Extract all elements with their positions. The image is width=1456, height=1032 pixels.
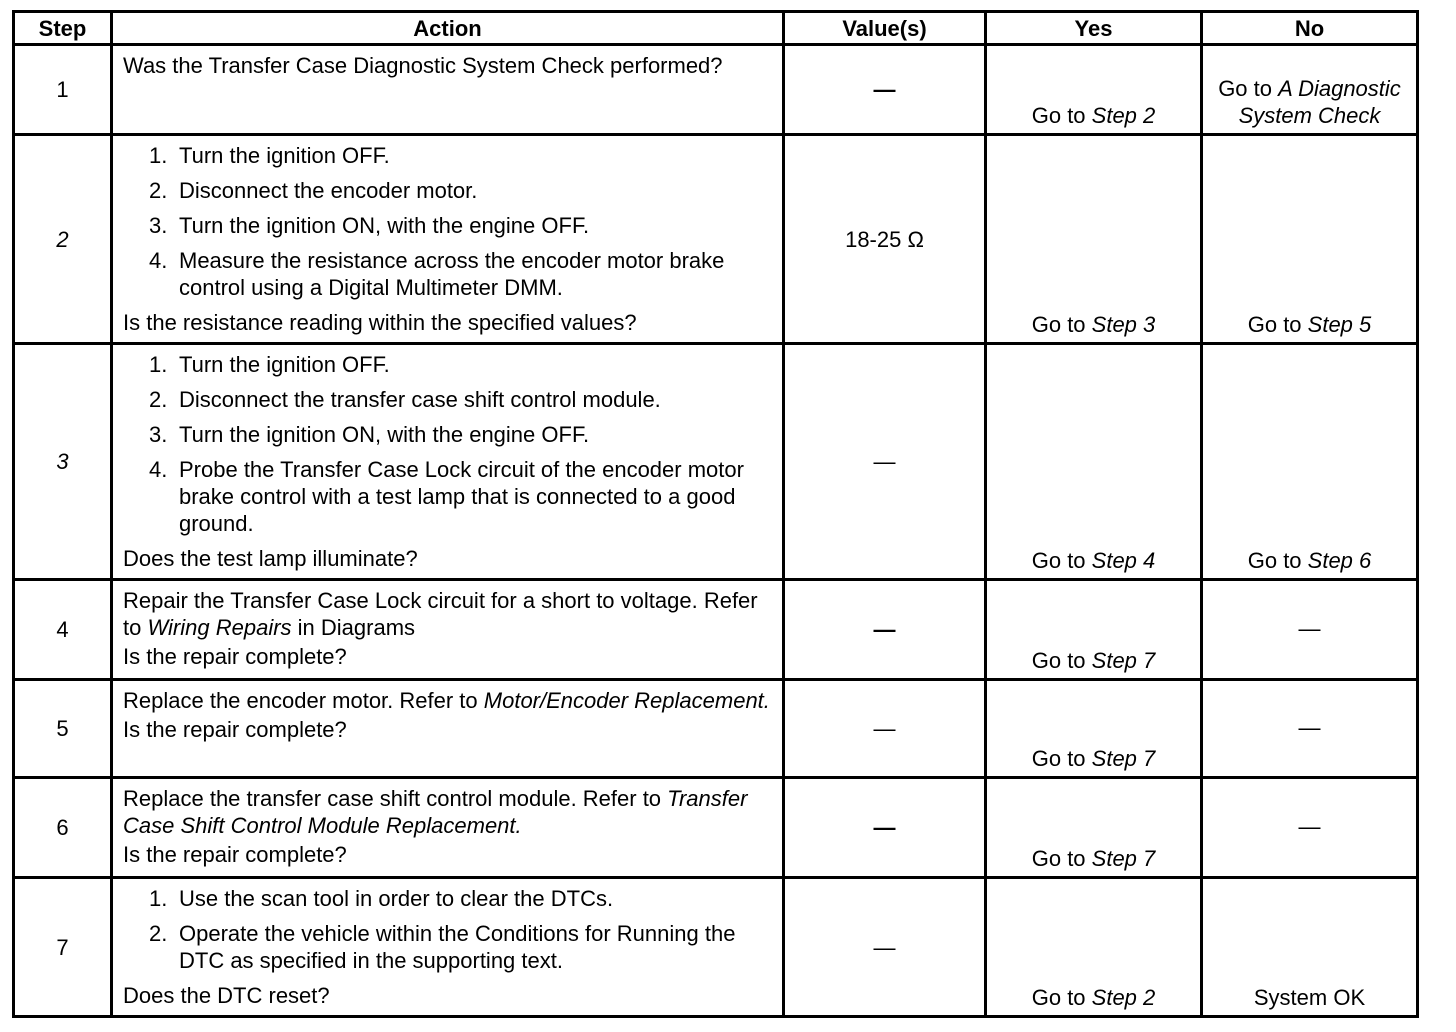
question-text: Is the repair complete? [123,644,347,669]
action-cell [112,344,784,580]
no-cell[interactable] [1202,135,1418,344]
yes-prefix: Go to [1031,103,1092,128]
step-number: 6 [14,778,112,878]
action-cell [112,580,784,680]
reference-link[interactable]: Transfer Case Shift Control Module Replacement. [123,786,748,838]
no-prefix: Go to [1218,76,1279,101]
table-row-step-2 [14,135,1418,344]
procedure-item: 1. Turn the ignition OFF. [149,352,390,377]
no-cell: — [1202,580,1418,680]
step-number: 4 [14,580,112,680]
diagnostic-table-document [12,10,1416,1010]
no-link[interactable]: Step 6 [1307,548,1372,573]
procedure-item: 4. Measure the resistance across the encoder motor brake control using a Digital Multimeter DMM. [149,248,725,300]
procedure-item: 3. Turn the ignition ON, with the engine OFF. [149,213,590,238]
step-number: 7 [14,878,112,1017]
yes-cell[interactable] [986,135,1202,344]
procedure-list [123,351,772,537]
yes-cell[interactable] [986,580,1202,680]
procedure-list [123,885,772,974]
procedure-item: 2. Operate the vehicle within the Conditions for Running the DTC as specified in the supporting text. [149,921,736,973]
table-row-step-6 [14,778,1418,878]
yes-prefix: Go to [1031,746,1092,771]
no-prefix: Go to [1247,548,1308,573]
value-cell: — [784,778,986,878]
action-cell [112,45,784,135]
no-link[interactable]: A Diagnostic System Check [1238,76,1401,128]
value-cell: 18-25 Ω [784,135,986,344]
yes-link[interactable]: Step 3 [1091,312,1156,337]
yes-prefix: Go to [1031,985,1092,1010]
no-cell: System OK [1202,878,1418,1017]
yes-link[interactable]: Step 7 [1091,648,1156,673]
no-link[interactable]: Step 5 [1307,312,1372,337]
action-cell [112,680,784,778]
procedure-list [123,142,772,301]
action-text: Was the Transfer Case Diagnostic System Check performed? [123,53,723,78]
procedure-item: 2. Disconnect the encoder motor. [149,178,478,203]
step-number: 1 [14,45,112,135]
question-text: Is the repair complete? [123,717,347,742]
yes-cell[interactable] [986,45,1202,135]
yes-link[interactable]: Step 7 [1091,846,1156,871]
yes-link[interactable]: Step 2 [1091,103,1156,128]
yes-prefix: Go to [1031,846,1092,871]
table-row-step-5 [14,680,1418,778]
step-number: 2 [14,135,112,344]
header-no: No [1202,12,1418,45]
table-row-step-4 [14,580,1418,680]
procedure-item: 3. Turn the ignition ON, with the engine OFF. [149,422,590,447]
value-cell: — [784,344,986,580]
action-cell [112,135,784,344]
header-row [14,12,1418,45]
step-number: 3 [14,344,112,580]
action-text: Replace the transfer case shift control module. Refer to Transfer Case Shift Control Module Replacement. [123,786,748,838]
yes-link[interactable]: Step 2 [1091,985,1156,1010]
reference-link[interactable]: Motor/Encoder Replacement. [483,688,770,713]
no-cell: — [1202,778,1418,878]
no-cell[interactable] [1202,45,1418,135]
question-text: Is the resistance reading within the specified values? [123,310,637,335]
header-step: Step [14,12,112,45]
procedure-item: 1. Turn the ignition OFF. [149,143,390,168]
action-cell [112,778,784,878]
yes-cell[interactable] [986,878,1202,1017]
table-row-step-1 [14,45,1418,135]
header-yes: Yes [986,12,1202,45]
action-text: Repair the Transfer Case Lock circuit for a short to voltage. Refer to Wiring Repairs in Diagrams [123,588,758,640]
diagnostic-table [12,10,1419,1018]
question-text: Does the DTC reset? [123,983,330,1008]
question-text: Is the repair complete? [123,842,347,867]
procedure-item: 2. Disconnect the transfer case shift control module. [149,387,661,412]
yes-cell[interactable] [986,778,1202,878]
yes-prefix: Go to [1031,548,1092,573]
yes-cell[interactable] [986,680,1202,778]
no-prefix: Go to [1247,312,1308,337]
action-cell [112,878,784,1017]
value-cell: — [784,580,986,680]
yes-link[interactable]: Step 7 [1091,746,1156,771]
yes-cell[interactable] [986,344,1202,580]
table-row-step-3 [14,344,1418,580]
question-text: Does the test lamp illuminate? [123,546,418,571]
yes-prefix: Go to [1031,312,1092,337]
value-cell: — [784,45,986,135]
step-number: 5 [14,680,112,778]
action-text: Replace the encoder motor. Refer to Motor/Encoder Replacement. [123,688,770,713]
value-cell: — [784,878,986,1017]
yes-prefix: Go to [1031,648,1092,673]
procedure-item: 4. Probe the Transfer Case Lock circuit of the encoder motor brake control with a test lamp that is connected to a good ground. [149,457,744,536]
no-cell: — [1202,680,1418,778]
header-action: Action [112,12,784,45]
table-row-step-7 [14,878,1418,1017]
procedure-item: 1. Use the scan tool in order to clear the DTCs. [149,886,614,911]
reference-link[interactable]: Wiring Repairs [147,615,292,640]
header-values: Value(s) [784,12,986,45]
yes-link[interactable]: Step 4 [1091,548,1156,573]
no-cell[interactable] [1202,344,1418,580]
value-cell: — [784,680,986,778]
